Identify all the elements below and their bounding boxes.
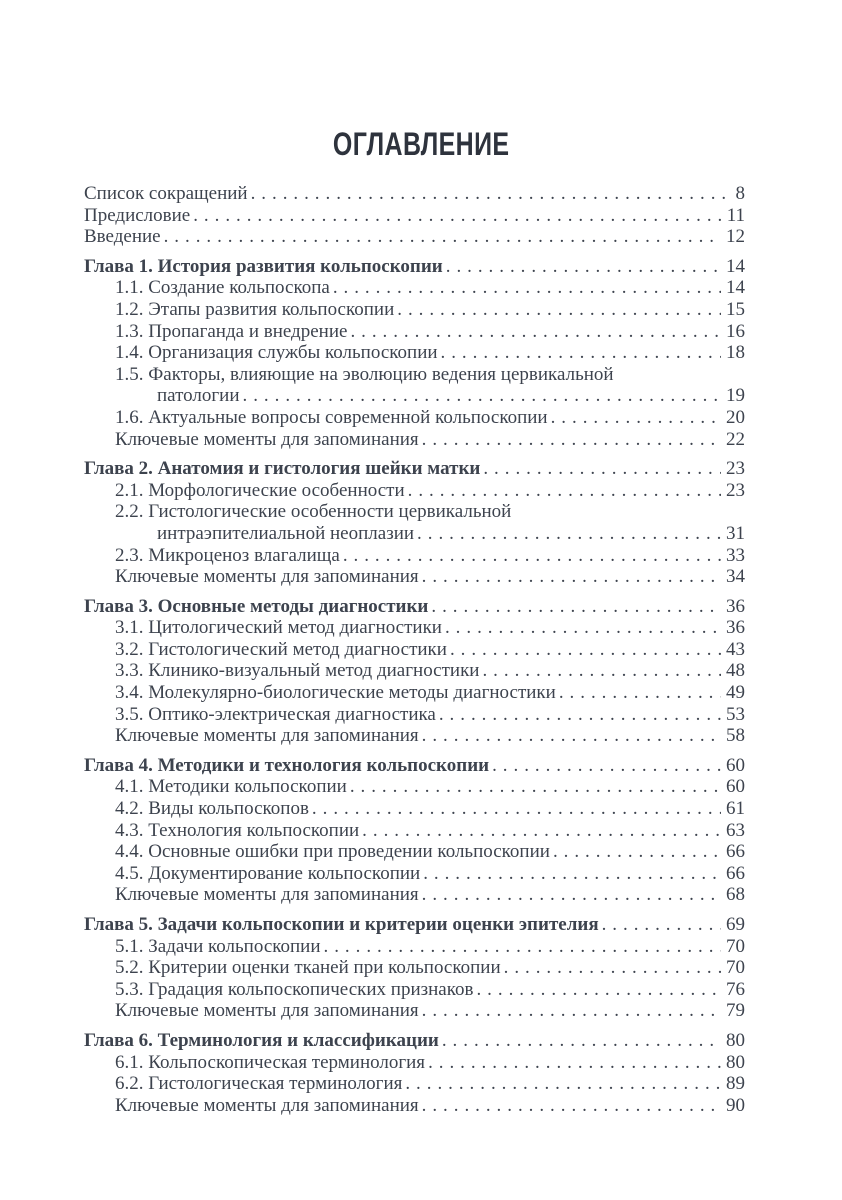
toc-group (84, 596, 745, 747)
toc-entry-label: 4.1. Методики кольпоскопии (115, 776, 347, 798)
toc-entry-label: 4.2. Виды кольпоскопов (115, 798, 309, 820)
toc-dot-leader (551, 407, 721, 429)
toc-page-number: 36 (726, 595, 745, 617)
toc-entry-label: 1.6. Актуальные вопросы современной кольпоскопии (115, 406, 548, 428)
toc-dot-leader (324, 936, 721, 958)
toc-page-number: 49 (726, 682, 745, 704)
toc-dot-leader (439, 704, 721, 726)
toc-entry (84, 458, 745, 480)
toc-entry (84, 545, 745, 567)
toc-dot-leader (422, 1000, 721, 1022)
toc-dot-leader (350, 776, 721, 798)
toc-dot-leader (397, 299, 721, 321)
toc-dot-leader (193, 205, 721, 227)
toc-dot-leader (343, 545, 721, 567)
toc-entry (84, 704, 745, 726)
toc-entry (84, 936, 745, 958)
toc-entry-label: 1.1. Создание кольпоскопа (115, 277, 330, 299)
toc-dot-leader (422, 1095, 721, 1117)
toc-entry-label: Глава 5. Задачи кольпоскопии и критерии оценки эпителия (84, 914, 599, 935)
toc-entry (84, 429, 745, 451)
toc-dot-leader (446, 256, 721, 278)
toc-entry (84, 639, 745, 661)
toc-page-number: 8 (735, 183, 745, 204)
toc-dot-leader (422, 884, 721, 906)
toc-dot-leader (408, 480, 721, 502)
toc-entry (84, 385, 745, 407)
toc-entry-label: Ключевые моменты для запоминания (115, 1000, 419, 1022)
toc-entry-label: 5.1. Задачи кольпоскопии (115, 935, 321, 957)
toc-entry-label: патологии (157, 385, 240, 407)
toc-entry (84, 205, 745, 227)
toc-entry (84, 798, 745, 820)
toc-dot-leader (553, 841, 721, 863)
toc-entry (84, 1073, 745, 1095)
toc-entry-label: Введение (84, 226, 161, 248)
toc-dot-leader (476, 979, 721, 1001)
toc-page-number: 70 (726, 935, 745, 957)
toc-entry-label: Глава 2. Анатомия и гистология шейки матки (84, 458, 481, 480)
toc-page-number: 69 (726, 914, 745, 935)
toc-entry (84, 660, 745, 682)
toc-entry-label: Ключевые моменты для запоминания (115, 725, 419, 747)
toc-entry-label: Глава 4. Методики и технология кольпоскопии (84, 754, 490, 776)
toc-entry-label: Список сокращений (84, 183, 248, 204)
toc-entry (84, 820, 745, 842)
toc-dot-leader (333, 277, 721, 299)
toc-entry (84, 596, 745, 618)
toc-page-number: 12 (726, 226, 745, 248)
toc-entry-label: 3.3. Клинико-визуальный метод диагностики (115, 660, 480, 682)
toc-entry-label: 6.2. Гистологическая терминология (115, 1073, 403, 1095)
toc-page-number: 63 (726, 819, 745, 841)
toc-page-number: 43 (726, 638, 745, 660)
toc-entry (84, 566, 745, 588)
toc-dot-leader (243, 385, 721, 407)
toc-page-number: 80 (726, 1029, 745, 1051)
toc-page-number: 76 (726, 978, 745, 1000)
toc-entry-label: Глава 1. История развития кольпоскопии (84, 255, 443, 277)
toc-dot-leader (422, 429, 721, 451)
toc-page-number: 66 (726, 862, 745, 884)
toc-entry-label: Предисловие (84, 204, 191, 226)
toc-entry-label: Ключевые моменты для запоминания (115, 1094, 419, 1116)
toc-dot-leader (445, 617, 721, 639)
toc-page-number: 66 (726, 841, 745, 863)
toc-entry-label: 4.5. Документирование кольпоскопии (115, 862, 421, 884)
toc-entry-label: 3.4. Молекулярно-биологические методы диагностики (115, 682, 556, 704)
toc-group (84, 458, 745, 588)
toc-page-number: 11 (726, 204, 745, 226)
toc-entry (84, 863, 745, 885)
toc-group (84, 755, 745, 906)
toc-page-number: 15 (726, 298, 745, 320)
toc-dot-leader (423, 863, 721, 885)
toc-page-number: 16 (726, 320, 745, 342)
toc-entry (84, 183, 745, 205)
toc-entry (84, 884, 745, 906)
toc-entry-label: интраэпителиальной неоплазии (157, 522, 415, 544)
toc-entry-label: Глава 6. Терминология и классификации (84, 1029, 439, 1051)
toc-entry-label: 1.3. Пропаганда и внедрение (115, 320, 348, 342)
toc-page-number: 80 (726, 1051, 745, 1073)
toc-entry (84, 755, 745, 777)
toc-group (84, 256, 745, 450)
toc-page-number: 23 (726, 458, 745, 480)
toc-entry-label: 3.5. Оптико-электрическая диагностика (115, 703, 436, 725)
toc-page-number: 19 (726, 385, 745, 407)
toc-dot-leader (431, 596, 721, 618)
toc-dot-leader (251, 183, 731, 205)
toc-entry-label: Ключевые моменты для запоминания (115, 428, 419, 450)
toc-dot-leader (362, 820, 721, 842)
toc-entry (84, 226, 745, 248)
page-title (0, 128, 842, 160)
toc-page-number: 20 (726, 406, 745, 428)
toc-entry (84, 342, 745, 364)
toc-dot-leader (312, 798, 721, 820)
toc-dot-leader (602, 914, 721, 936)
toc-entry (84, 979, 745, 1001)
toc-entry-label: 1.2. Этапы развития кольпоскопии (115, 298, 395, 320)
toc-entry (84, 299, 745, 321)
toc-entry-label: 2.2. Гистологические особенности цервикальной (115, 501, 512, 523)
toc-page-number: 36 (726, 617, 745, 639)
toc-dot-leader (422, 566, 721, 588)
toc-entry (84, 501, 745, 523)
toc-entry-label: 1.4. Организация службы кольпоскопии (115, 342, 438, 364)
toc-entry-label: 4.4. Основные ошибки при проведении кольпоскопии (115, 841, 550, 863)
toc-entry-label: 3.2. Гистологический метод диагностики (115, 638, 447, 660)
toc-dot-leader (350, 321, 721, 343)
toc-entry (84, 523, 745, 545)
toc-dot-leader (483, 458, 721, 480)
toc-entry-label: 2.1. Морфологические особенности (115, 479, 405, 501)
toc-entry (84, 256, 745, 278)
toc-entry-label: 6.1. Кольпоскопическая терминология (115, 1051, 426, 1073)
toc-entry (84, 725, 745, 747)
toc-entry (84, 1095, 745, 1117)
toc-dot-leader (482, 660, 721, 682)
toc-dot-leader (441, 342, 721, 364)
toc-entry (84, 776, 745, 798)
toc-dot-leader (428, 1052, 721, 1074)
toc-dot-leader (417, 523, 721, 545)
toc-dot-leader (559, 682, 721, 704)
toc-dot-leader (164, 226, 721, 248)
toc-group (84, 914, 745, 1022)
toc-page-number: 60 (726, 776, 745, 798)
toc-group (84, 1030, 745, 1116)
toc-page-number: 58 (726, 725, 745, 747)
toc-entry-label: 3.1. Цитологический метод диагностики (115, 617, 442, 639)
toc-entry (84, 364, 745, 386)
toc-entry (84, 277, 745, 299)
toc-dot-leader (422, 725, 721, 747)
toc-entry (84, 682, 745, 704)
toc-entry-label: 5.3. Градация кольпоскопических признаков (115, 978, 474, 1000)
toc-page-number: 22 (726, 428, 745, 450)
toc-entry (84, 914, 745, 936)
toc-dot-leader (442, 1030, 721, 1052)
toc-page-number: 14 (726, 255, 745, 277)
toc-page-number: 79 (726, 1000, 745, 1022)
toc-entry (84, 321, 745, 343)
toc-dot-leader (504, 957, 721, 979)
toc-page-number: 23 (726, 479, 745, 501)
toc-group (84, 183, 745, 248)
toc-entry (84, 480, 745, 502)
toc-page-number: 33 (726, 544, 745, 566)
toc-page-number: 48 (726, 660, 745, 682)
toc-entry (84, 1052, 745, 1074)
toc-entry-label: 1.5. Факторы, влияющие на эволюцию ведения цервикальной (115, 363, 614, 385)
toc-dot-leader (492, 755, 721, 777)
toc-page-number: 14 (726, 277, 745, 299)
page-title-text: ОГЛАВЛЕНИЕ (332, 126, 510, 162)
toc-page-number: 68 (726, 884, 745, 906)
toc-entry (84, 407, 745, 429)
toc-entry-label: 2.3. Микроценоз влагалища (115, 544, 340, 566)
toc-entry-label: Глава 3. Основные методы диагностики (84, 595, 429, 617)
toc-page-number: 70 (726, 957, 745, 979)
toc-page-number: 90 (726, 1094, 745, 1116)
toc-page-number: 53 (726, 703, 745, 725)
toc-entry-label: Ключевые моменты для запоминания (115, 884, 419, 906)
toc-page-number: 60 (726, 754, 745, 776)
toc-entry-label: 4.3. Технология кольпоскопии (115, 819, 360, 841)
toc-page-number: 34 (726, 566, 745, 588)
toc-page-number: 89 (726, 1073, 745, 1095)
toc-dot-leader (450, 639, 721, 661)
toc-entry (84, 957, 745, 979)
toc-entry-label: Ключевые моменты для запоминания (115, 566, 419, 588)
toc-entry (84, 617, 745, 639)
toc-entry-label: 5.2. Критерии оценки тканей при кольпоскопии (115, 957, 501, 979)
toc-dot-leader (405, 1073, 721, 1095)
toc-page-number: 18 (726, 342, 745, 364)
toc-page-number: 61 (726, 798, 745, 820)
toc-entry (84, 1000, 745, 1022)
toc (84, 183, 745, 1116)
toc-page-number: 31 (726, 522, 745, 544)
toc-entry (84, 1030, 745, 1052)
toc-entry (84, 841, 745, 863)
